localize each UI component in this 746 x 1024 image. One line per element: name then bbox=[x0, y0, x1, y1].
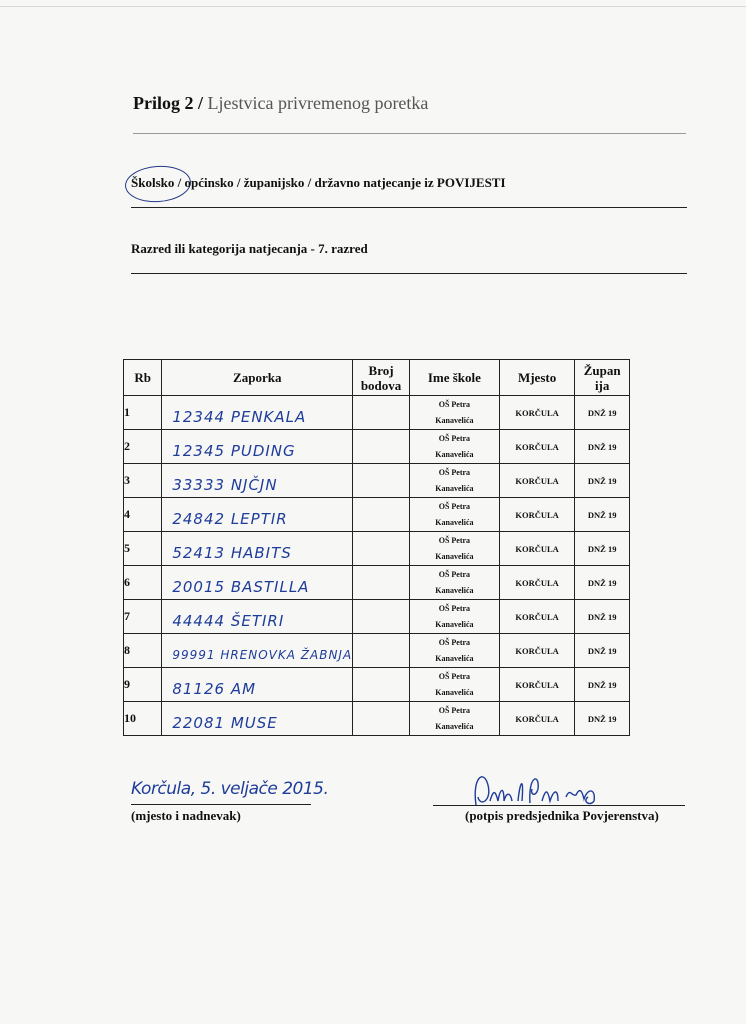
cell-rb: 5 bbox=[124, 532, 162, 566]
cell-broj-bodova bbox=[353, 702, 410, 736]
competition-level-line: Školsko / općinsko / županijsko / državno natjecanje iz POVIJESTI bbox=[131, 175, 506, 190]
competition-divider bbox=[131, 207, 687, 208]
cell-broj-bodova bbox=[353, 396, 410, 430]
signature-line bbox=[433, 805, 685, 806]
cell-rb: 7 bbox=[124, 600, 162, 634]
school-line-2: Kanavelića bbox=[435, 483, 474, 493]
table-row bbox=[124, 396, 630, 430]
cell-ime-skole bbox=[409, 600, 499, 634]
cell-zupanija: DNŽ 19 bbox=[575, 464, 630, 498]
cell-mjesto: KORČULA bbox=[499, 702, 574, 736]
cell-zupanija: DNŽ 19 bbox=[575, 396, 630, 430]
handwritten-code: 20015 BASTILLA bbox=[172, 578, 310, 596]
title-annex: Prilog 2 / bbox=[133, 93, 203, 113]
place-date-line bbox=[131, 804, 311, 805]
cell-rb: 9 bbox=[124, 668, 162, 702]
cell-zaporka bbox=[162, 430, 353, 464]
handwritten-place-date: Korčula, 5. veljače 2015. bbox=[131, 779, 329, 799]
category-divider bbox=[131, 273, 687, 274]
school-line-1: OŠ Petra bbox=[438, 467, 471, 477]
cell-ime-skole bbox=[409, 668, 499, 702]
cell-rb: 10 bbox=[124, 702, 162, 736]
cell-broj-bodova bbox=[353, 600, 410, 634]
document-title bbox=[133, 93, 428, 114]
cell-ime-skole bbox=[409, 634, 499, 668]
cell-zupanija: DNŽ 19 bbox=[575, 702, 630, 736]
school-line-2: Kanavelića bbox=[435, 449, 474, 459]
table-row bbox=[124, 498, 630, 532]
cell-rb: 4 bbox=[124, 498, 162, 532]
cell-ime-skole bbox=[409, 498, 499, 532]
school-line-1: OŠ Petra bbox=[438, 399, 471, 409]
school-line-1: OŠ Petra bbox=[438, 535, 471, 545]
cell-broj-bodova bbox=[353, 430, 410, 464]
cell-broj-bodova bbox=[353, 532, 410, 566]
cell-rb: 8 bbox=[124, 634, 162, 668]
cell-zupanija: DNŽ 19 bbox=[575, 600, 630, 634]
cell-rb: 6 bbox=[124, 566, 162, 600]
table-row bbox=[124, 702, 630, 736]
cell-broj-bodova bbox=[353, 498, 410, 532]
ranking-table bbox=[123, 359, 630, 736]
cell-zaporka bbox=[162, 396, 353, 430]
cell-zaporka bbox=[162, 464, 353, 498]
cell-mjesto: KORČULA bbox=[499, 532, 574, 566]
header-ime-skole: Ime škole bbox=[409, 360, 499, 396]
school-line-1: OŠ Petra bbox=[438, 705, 471, 715]
school-line-1: OŠ Petra bbox=[438, 671, 471, 681]
school-line-2: Kanavelića bbox=[435, 551, 474, 561]
school-line-2: Kanavelića bbox=[435, 721, 474, 731]
cell-zupanija: DNŽ 19 bbox=[575, 668, 630, 702]
school-line-1: OŠ Petra bbox=[438, 603, 471, 613]
cell-mjesto: KORČULA bbox=[499, 600, 574, 634]
cell-zaporka bbox=[162, 566, 353, 600]
school-line-1: OŠ Petra bbox=[438, 569, 471, 579]
table-row bbox=[124, 430, 630, 464]
school-line-1: OŠ Petra bbox=[438, 501, 471, 511]
school-line-2: Kanavelića bbox=[435, 517, 474, 527]
cell-mjesto: KORČULA bbox=[499, 566, 574, 600]
title-subtitle: Ljestvica privremenog poretka bbox=[207, 93, 429, 113]
cell-mjesto: KORČULA bbox=[499, 498, 574, 532]
cell-rb: 3 bbox=[124, 464, 162, 498]
cell-ime-skole bbox=[409, 702, 499, 736]
place-date-label: (mjesto i nadnevak) bbox=[131, 808, 241, 823]
cell-zaporka bbox=[162, 532, 353, 566]
cell-mjesto: KORČULA bbox=[499, 396, 574, 430]
cell-broj-bodova bbox=[353, 634, 410, 668]
table-row bbox=[124, 532, 630, 566]
cell-zaporka bbox=[162, 668, 353, 702]
header-broj-bodova: Broj bodova bbox=[353, 360, 410, 396]
signature-label: (potpis predsjednika Povjerenstva) bbox=[465, 808, 659, 823]
cell-rb: 1 bbox=[124, 396, 162, 430]
handwritten-code: 12344 PENKALA bbox=[172, 408, 307, 426]
cell-zaporka bbox=[162, 702, 353, 736]
cell-rb: 2 bbox=[124, 430, 162, 464]
cell-mjesto: KORČULA bbox=[499, 668, 574, 702]
cell-ime-skole bbox=[409, 532, 499, 566]
school-line-2: Kanavelića bbox=[435, 687, 474, 697]
handwritten-code: 24842 LEPTIR bbox=[172, 510, 288, 528]
cell-mjesto: KORČULA bbox=[499, 634, 574, 668]
handwritten-code: 52413 HABITS bbox=[172, 544, 292, 562]
table-row bbox=[124, 464, 630, 498]
header-zupanija: Župan ija bbox=[575, 360, 630, 396]
cell-zupanija: DNŽ 19 bbox=[575, 532, 630, 566]
cell-zupanija: DNŽ 19 bbox=[575, 430, 630, 464]
cell-broj-bodova bbox=[353, 668, 410, 702]
school-line-1: OŠ Petra bbox=[438, 637, 471, 647]
handwritten-code: 44444 ŠETIRI bbox=[172, 612, 285, 630]
handwritten-code: 99991 HRENOVKA ŽABNJA bbox=[172, 648, 353, 662]
cell-ime-skole bbox=[409, 396, 499, 430]
cell-ime-skole bbox=[409, 464, 499, 498]
scan-top-edge bbox=[0, 6, 746, 7]
table-row bbox=[124, 566, 630, 600]
school-line-1: OŠ Petra bbox=[438, 433, 471, 443]
handwritten-code: 81126 AM bbox=[172, 680, 257, 698]
cell-zupanija: DNŽ 19 bbox=[575, 498, 630, 532]
table-header-row bbox=[124, 360, 630, 396]
category-line: Razred ili kategorija natjecanja - 7. razred bbox=[131, 241, 368, 256]
handwritten-code: 22081 MUSE bbox=[172, 714, 278, 732]
cell-zaporka bbox=[162, 498, 353, 532]
cell-zupanija: DNŽ 19 bbox=[575, 566, 630, 600]
cell-ime-skole bbox=[409, 566, 499, 600]
title-divider bbox=[133, 133, 686, 134]
header-zaporka: Zaporka bbox=[162, 360, 353, 396]
cell-mjesto: KORČULA bbox=[499, 464, 574, 498]
school-line-2: Kanavelića bbox=[435, 415, 474, 425]
cell-mjesto: KORČULA bbox=[499, 430, 574, 464]
cell-zaporka bbox=[162, 634, 353, 668]
school-line-2: Kanavelića bbox=[435, 585, 474, 595]
table-row bbox=[124, 600, 630, 634]
header-mjesto: Mjesto bbox=[499, 360, 574, 396]
handwritten-code: 33333 NJČJN bbox=[172, 476, 278, 494]
cell-broj-bodova bbox=[353, 464, 410, 498]
header-rb: Rb bbox=[124, 360, 162, 396]
cell-zaporka bbox=[162, 600, 353, 634]
table-row bbox=[124, 634, 630, 668]
cell-ime-skole bbox=[409, 430, 499, 464]
cell-zupanija: DNŽ 19 bbox=[575, 634, 630, 668]
school-line-2: Kanavelića bbox=[435, 653, 474, 663]
cell-broj-bodova bbox=[353, 566, 410, 600]
school-line-2: Kanavelića bbox=[435, 619, 474, 629]
table-row bbox=[124, 668, 630, 702]
handwritten-code: 12345 PUDING bbox=[172, 442, 296, 460]
